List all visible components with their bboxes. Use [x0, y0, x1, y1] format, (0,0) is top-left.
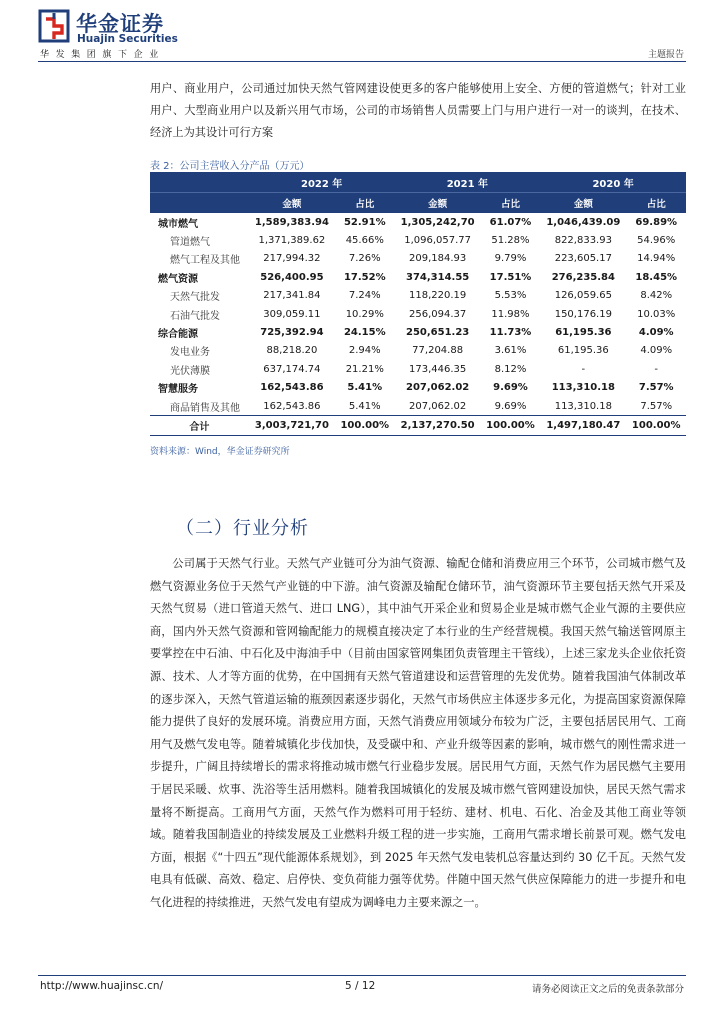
huajin-logo-icon	[38, 9, 70, 43]
table-cell: 5.41%	[348, 400, 381, 412]
table-cell: 100.00%	[481, 416, 541, 435]
table-cell: 256,094.37	[408, 308, 467, 320]
table-cell: 162,543.86	[260, 382, 324, 394]
table-cell: 217,341.84	[263, 290, 321, 302]
table-cell: 207,062.02	[405, 382, 470, 394]
table-cell: 100.00%	[626, 416, 686, 435]
table-row	[150, 268, 686, 286]
table-cell: 8.12%	[494, 363, 527, 375]
revenue-table	[150, 172, 686, 436]
column-header: 占比	[335, 193, 395, 213]
table-corner-cell	[150, 193, 249, 213]
table-row	[150, 250, 686, 268]
table-row	[150, 342, 686, 360]
table-cell: 9.79%	[494, 253, 527, 265]
header-divider	[38, 61, 686, 62]
intro-text: 用户、商业用户，公司通过加快天然气管网建设使更多的客户能够使用上安全、方便的管道燃气；针对工业用户、大型商业用户以及新兴用气市场，公司的市场销售人员需要上门与用户进行一对一的谈判，在技术、经济上为其设计可行方案	[150, 82, 686, 139]
table-cell: 17.52%	[343, 271, 386, 283]
table-total-row	[150, 416, 686, 435]
brand-subtitle: 华发集团旗下企业	[40, 50, 165, 60]
table-cell: 5.53%	[494, 290, 527, 302]
column-header: 金额	[395, 193, 481, 213]
table-cell: 69.89%	[626, 213, 686, 232]
table-cell: 118,220.19	[408, 290, 467, 302]
table-cell: 10.29%	[345, 308, 384, 320]
table-year-header-row	[150, 172, 686, 193]
table-row	[150, 231, 686, 249]
intro-paragraph	[150, 78, 686, 144]
brand-name-en: Huajin Securities	[77, 33, 178, 45]
row-label: 综合能源	[158, 329, 198, 341]
year-header: 2022 年	[249, 172, 395, 193]
section-body-text: 公司属于天然气行业。天然气产业链可分为油气资源、输配仓储和消费应用三个环节，公司城市燃气及燃气资源业务位于天然气产业链的中下游。油气资源及输配仓储环节，油气资源环节主要包括天然气开采及天然气贸易（进口管道天然气、进口 LNG），其中油气开采企业和贸易企业是城市燃气企业气源的主要供应商，国内外天然气资源和管网输配能力的规模直接决定了本行业的生产经营规模。我国天然气输送管网原主要掌控在中石油、中石化及中海油手中（目前由国家管网集团负责管理主干管线），上述三家龙头企业依托资源、技术、人才等方面的优势，在中国拥有天然气管道建设和运营管理的先发优势。随着我国油气体制改革的逐步深入，天然气管道运输的瓶颈因素逐步弱化，天然气市场供应主体逐步多元化，为提高国家资源保障能力提供了良好的发展环境。消费应用方面，天然气消费应用领域分布较为广泛，主要包括居民用气、工商用气及燃气发电等。随着城镇化步伐加快，及受碳中和、产业升级等因素的影响，城市燃气的刚性需求进一步提升，广阔且持续增长的需求将推动城市燃气行业稳步发展。居民用气方面，天然气作为居民燃气主要用于居民采暖、炊事、洗浴等生活用燃料。随着我国城镇化的发展及城市燃气管网建设加快，居民天然气需求量将不断提高。工商用气方面，天然气作为燃料可用于轻纺、建材、机电、石化、冶金及其他工商业等领域。随着我国制造业的持续发展及工业燃料升级工程的进一步实施，工商用气需求增长前景可观。燃气发电方面，根据《“十四五”现代能源体系规划》，到 2025 年天然气发电装机总容量达到约 30 亿千瓦。天然气发电具有低碳、高效、稳定、启停快、变负荷能力强等优势。伴随中国天然气供应保障能力的进一步提升和电气化进程的持续推进，天然气发电有望成为调峰电力主要来源之一。	[150, 557, 686, 909]
table-cell: 1,305,242,70	[395, 213, 481, 232]
row-label: 管道燃气	[170, 237, 210, 249]
table-cell: 725,392.94	[260, 327, 324, 339]
table-cell: 3,003,721,70	[249, 416, 335, 435]
row-label: 光伏薄膜	[170, 365, 210, 377]
row-label: 天然气批发	[170, 292, 220, 304]
table-cell: 51.28%	[491, 235, 530, 247]
table-cell: 17.51%	[489, 271, 532, 283]
footer-disclaimer: 请务必阅读正文之后的免责条款部分	[531, 984, 684, 995]
table-row	[150, 287, 686, 305]
table-row	[150, 360, 686, 378]
table-cell: 11.98%	[491, 308, 530, 320]
table-cell: 217,994.32	[263, 253, 321, 265]
footer-divider	[38, 975, 686, 976]
table-cell: 126,059.65	[554, 290, 612, 302]
table-cell: 223,605.17	[554, 253, 612, 265]
table-cell: 52.91%	[335, 213, 395, 232]
table-cell: 7.26%	[348, 253, 381, 265]
page-header	[0, 0, 724, 66]
table-cell: 150,176.19	[554, 308, 612, 320]
row-label: 智慧服务	[158, 384, 198, 396]
table-cell: 61,195.36	[557, 345, 609, 357]
table-cell: 54.96%	[637, 235, 676, 247]
row-label: 燃气工程及其他	[170, 255, 240, 267]
table-cell: 113,310.18	[551, 382, 615, 394]
table-cell: 5.41%	[347, 382, 383, 394]
table-cell: 1,046,439.09	[540, 213, 626, 232]
table-cell: 173,446.35	[408, 363, 467, 375]
footer-url-link[interactable]: http://www.huajinsc.cn/	[40, 980, 164, 992]
table-cell: 113,310.18	[554, 400, 612, 412]
table-cell: 100.00%	[335, 416, 395, 435]
table-cell: 1,589,383.94	[249, 213, 335, 232]
table-cell: -	[581, 363, 586, 375]
row-label: 城市燃气	[150, 213, 249, 232]
table-cell: 14.94%	[637, 253, 676, 265]
table-row	[150, 323, 686, 341]
table-cell: 250,651.23	[405, 327, 470, 339]
table-caption: 表 2：公司主营收入分产品（万元）	[150, 161, 310, 172]
column-header: 金额	[249, 193, 335, 213]
year-header: 2020 年	[540, 172, 686, 193]
table-cell: 2,137,270.50	[395, 416, 481, 435]
table-cell: -	[654, 363, 659, 375]
column-header: 占比	[626, 193, 686, 213]
table-cell: 162,543.86	[263, 400, 321, 412]
table-cell: 2.94%	[348, 345, 381, 357]
table-cell: 637,174.74	[263, 363, 321, 375]
table-cell: 209,184.93	[408, 253, 467, 265]
brand-name-cn: 华金证券	[76, 12, 164, 36]
table-cell: 61.07%	[481, 213, 541, 232]
table-cell: 1,096,057.77	[404, 235, 472, 247]
section-body	[150, 553, 686, 915]
row-label: 石油气批发	[170, 310, 220, 322]
table-row	[150, 305, 686, 323]
table-cell: 24.15%	[343, 327, 386, 339]
table-cell: 374,314.55	[405, 271, 470, 283]
row-label: 合计	[150, 416, 249, 435]
table-cell: 18.45%	[635, 271, 678, 283]
table-cell: 7.57%	[638, 382, 674, 394]
table-cell: 88,218.20	[266, 345, 318, 357]
table-cell: 9.69%	[494, 400, 527, 412]
table-cell: 526,400.95	[260, 271, 324, 283]
row-label: 发电业务	[170, 347, 210, 359]
row-label: 燃气资源	[158, 273, 198, 285]
column-header: 占比	[481, 193, 541, 213]
section-title: （二）行业分析	[176, 518, 309, 539]
year-header: 2021 年	[395, 172, 541, 193]
table-source: 资料来源：Wind，华金证券研究所	[150, 447, 290, 457]
table-sub-header-row	[150, 193, 686, 213]
table-cell: 4.09%	[638, 327, 674, 339]
table-cell: 276,235.84	[551, 271, 615, 283]
table-cell: 4.09%	[640, 345, 673, 357]
report-type: 主题报告	[647, 50, 684, 60]
table-row	[150, 379, 686, 397]
page-number: 5 / 12	[345, 980, 376, 992]
table-row	[150, 397, 686, 416]
table-cell: 1,497,180.47	[540, 416, 626, 435]
table-cell: 7.57%	[640, 400, 673, 412]
table-cell: 9.69%	[493, 382, 528, 394]
table-cell: 7.24%	[348, 290, 381, 302]
table-cell: 309,059.11	[263, 308, 321, 320]
table-cell: 45.66%	[345, 235, 384, 247]
row-label: 商品销售及其他	[170, 402, 240, 414]
table-corner-cell	[150, 172, 249, 193]
column-header: 金额	[540, 193, 626, 213]
table-cell: 10.03%	[637, 308, 676, 320]
table-row	[150, 213, 686, 232]
table-cell: 21.21%	[345, 363, 384, 375]
table-cell: 11.73%	[489, 327, 532, 339]
table-cell: 61,195.36	[555, 327, 612, 339]
table-cell: 8.42%	[640, 290, 673, 302]
table-cell: 207,062.02	[408, 400, 467, 412]
table-cell: 822,833.93	[554, 235, 612, 247]
table-cell: 1,371,389.62	[258, 235, 326, 247]
table-cell: 77,204.88	[412, 345, 464, 357]
table-cell: 3.61%	[494, 345, 527, 357]
